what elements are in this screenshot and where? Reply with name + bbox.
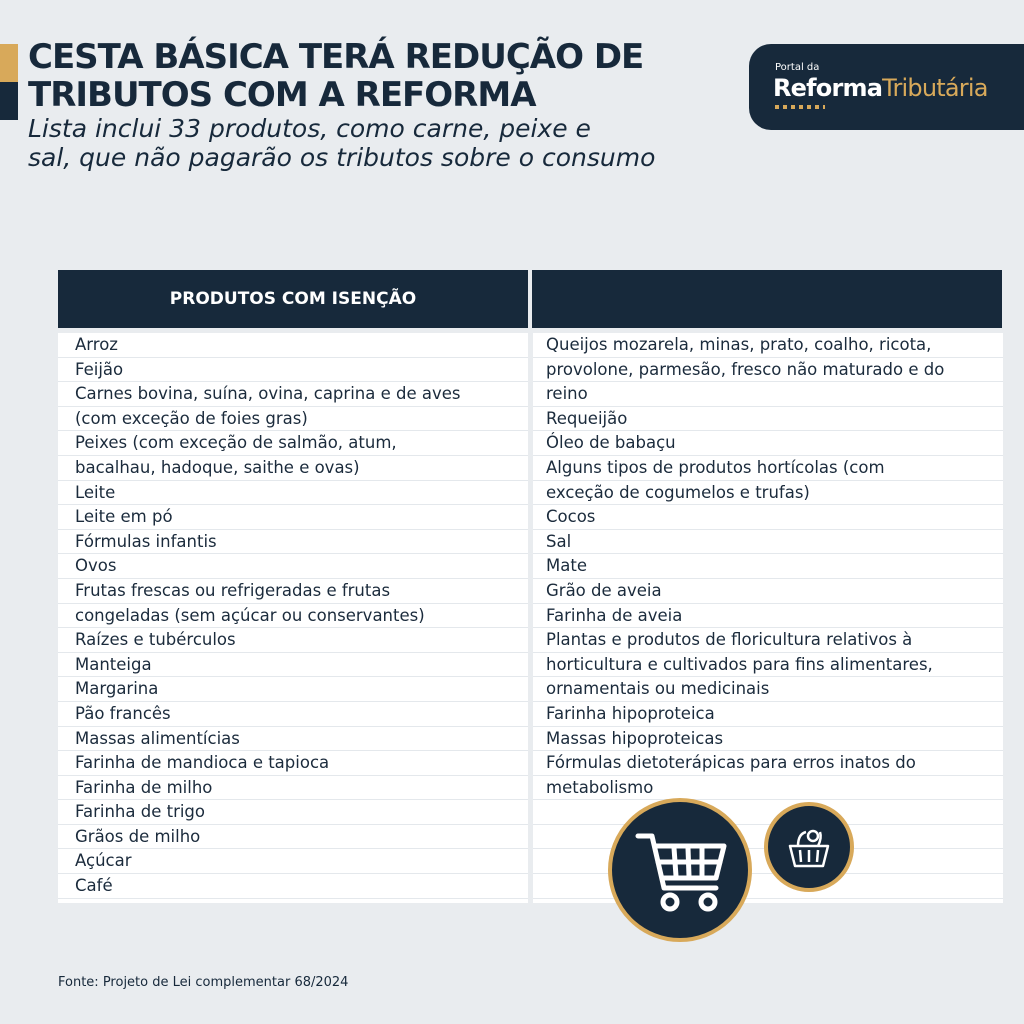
list-item: Leite bbox=[58, 481, 528, 506]
list-item: Café bbox=[58, 874, 528, 899]
gold-accent-bar bbox=[0, 44, 18, 82]
list-item: ornamentais ou medicinais bbox=[533, 677, 1003, 702]
source-note: Fonte: Projeto de Lei complementar 68/2024 bbox=[58, 975, 349, 990]
table-header-left-label: PRODUTOS COM ISENÇÃO bbox=[169, 289, 417, 309]
list-item: Alguns tipos de produtos hortícolas (com bbox=[533, 456, 1003, 481]
subtitle-line-2: sal, que não pagarão os tributos sobre o consumo bbox=[28, 143, 656, 172]
brand-dots bbox=[775, 105, 825, 109]
list-item: Ovos bbox=[58, 554, 528, 579]
table-header-left bbox=[58, 270, 528, 328]
list-item: congeladas (sem açúcar ou conservantes) bbox=[58, 604, 528, 629]
list-item: Frutas frescas ou refrigeradas e frutas bbox=[58, 579, 528, 604]
list-item: Farinha hipoproteica bbox=[533, 702, 1003, 727]
shopping-cart-icon bbox=[634, 830, 730, 916]
product-list-right bbox=[533, 333, 1003, 903]
list-item: Farinha de trigo bbox=[58, 800, 528, 825]
brand-name-light: Tributária bbox=[882, 74, 988, 102]
list-item: Cocos bbox=[533, 505, 1003, 530]
navy-accent-bar bbox=[0, 82, 18, 120]
list-item: exceção de cogumelos e trufas) bbox=[533, 481, 1003, 506]
list-item: Arroz bbox=[58, 333, 528, 358]
brand-prefix: Portal da bbox=[775, 62, 820, 73]
list-item: provolone, parmesão, fresco não maturado e do bbox=[533, 358, 1003, 383]
brand-name-bold: Reforma bbox=[773, 74, 883, 102]
list-item: Plantas e produtos de floricultura relativos à bbox=[533, 628, 1003, 653]
list-item: metabolismo bbox=[533, 776, 1003, 801]
list-item: Açúcar bbox=[58, 849, 528, 874]
list-item: Carnes bovina, suína, ovina, caprina e de aves bbox=[58, 382, 528, 407]
table-header-right bbox=[532, 270, 1002, 328]
list-item: Fórmulas dietoterápicas para erros inatos do bbox=[533, 751, 1003, 776]
title-line-2: TRIBUTOS COM A REFORMA bbox=[28, 75, 536, 115]
list-item: Peixes (com exceção de salmão, atum, bbox=[58, 431, 528, 456]
list-item: Leite em pó bbox=[58, 505, 528, 530]
list-item: Margarina bbox=[58, 677, 528, 702]
list-item: Requeijão bbox=[533, 407, 1003, 432]
list-item: Farinha de milho bbox=[58, 776, 528, 801]
list-item: Grão de aveia bbox=[533, 579, 1003, 604]
brand-logo bbox=[749, 44, 1024, 130]
list-item: Farinha de mandioca e tapioca bbox=[58, 751, 528, 776]
list-item: horticultura e cultivados para fins alimentares, bbox=[533, 653, 1003, 678]
list-item: bacalhau, hadoque, saithe e ovas) bbox=[58, 456, 528, 481]
cart-badge bbox=[608, 798, 752, 942]
list-item: Massas alimentícias bbox=[58, 727, 528, 752]
title-line-1: CESTA BÁSICA TERÁ REDUÇÃO DE bbox=[28, 37, 644, 77]
list-item bbox=[533, 800, 1003, 825]
list-item: Manteiga bbox=[58, 653, 528, 678]
list-item: Grãos de milho bbox=[58, 825, 528, 850]
food-basket-icon bbox=[786, 824, 832, 870]
list-item: Mate bbox=[533, 554, 1003, 579]
page-subtitle bbox=[28, 114, 768, 172]
product-list-left bbox=[58, 333, 528, 903]
list-item bbox=[533, 874, 1003, 899]
brand-name bbox=[773, 74, 988, 102]
subtitle-line-1: Lista inclui 33 produtos, como carne, peixe e bbox=[28, 114, 591, 143]
list-item: reino bbox=[533, 382, 1003, 407]
list-item: Óleo de babaçu bbox=[533, 431, 1003, 456]
list-item: Farinha de aveia bbox=[533, 604, 1003, 629]
list-item: Raízes e tubérculos bbox=[58, 628, 528, 653]
list-item: Queijos mozarela, minas, prato, coalho, ricota, bbox=[533, 333, 1003, 358]
list-item: Pão francês bbox=[58, 702, 528, 727]
list-item: Fórmulas infantis bbox=[58, 530, 528, 555]
list-item: Sal bbox=[533, 530, 1003, 555]
page-title bbox=[28, 38, 728, 114]
list-item: (com exceção de foies gras) bbox=[58, 407, 528, 432]
list-item: Feijão bbox=[58, 358, 528, 383]
list-item: Massas hipoproteicas bbox=[533, 727, 1003, 752]
basket-badge bbox=[764, 802, 854, 892]
